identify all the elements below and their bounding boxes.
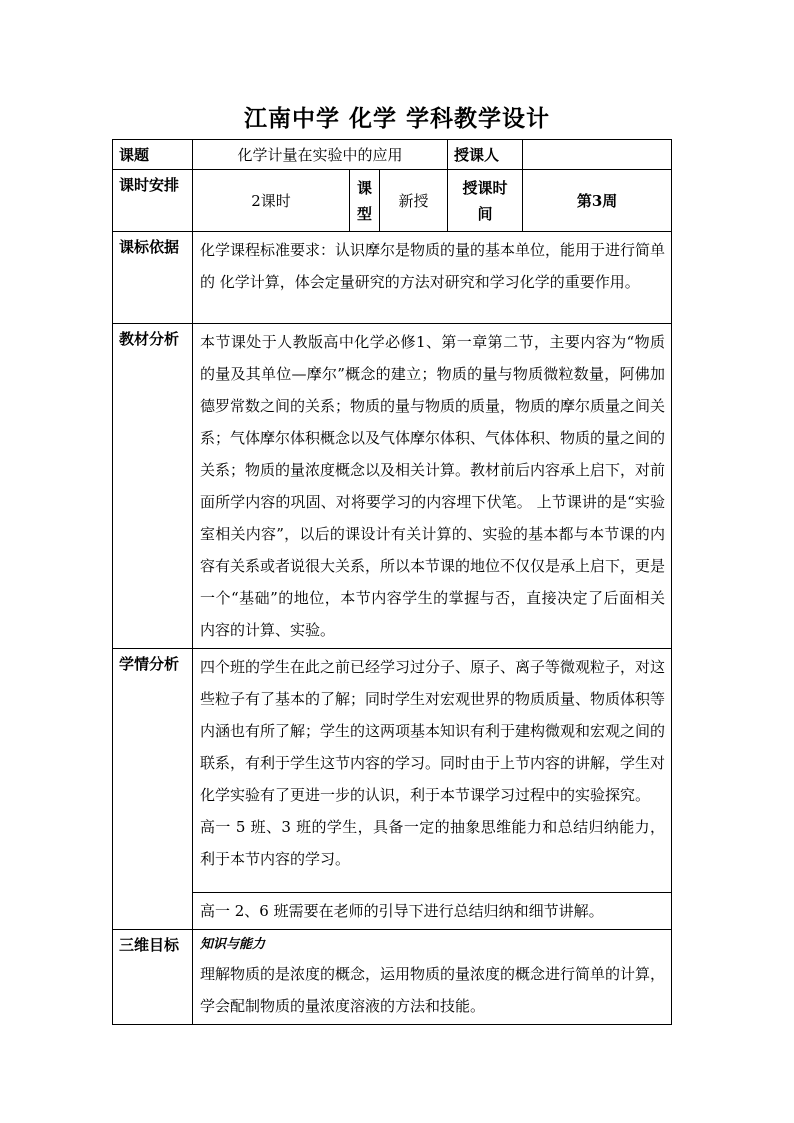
students-para-3: 高一 2、6 班需要在老师的引导下进行总结归纳和细节讲解。 bbox=[193, 893, 672, 930]
students-para-2: 高一 5 班、3 班的学生，具备一定的抽象思维能力和总结归纳能力，利于本节内容的学习。 bbox=[200, 818, 666, 868]
topic-value: 化学计量在实验中的应用 bbox=[193, 140, 448, 170]
label-type: 课 型 bbox=[350, 170, 380, 232]
hours-value: 2课时 bbox=[193, 170, 350, 232]
label-goals: 三维目标 bbox=[113, 930, 193, 1025]
type-value: 新授 bbox=[380, 170, 448, 232]
label-time: 授课时 间 bbox=[448, 170, 523, 232]
label-students: 学情分析 bbox=[113, 649, 193, 930]
teacher-value bbox=[523, 140, 672, 170]
row-topic bbox=[113, 140, 672, 170]
goals-text: 理解物质的是浓度的概念，运用物质的量浓度的概念进行简单的计算，学会配制物质的量浓度溶液的方法和技能。 bbox=[200, 965, 666, 1015]
page-title: 江南中学 化学 学科教学设计 bbox=[243, 106, 550, 132]
row-textbook bbox=[113, 324, 672, 649]
label-topic: 课题 bbox=[113, 140, 193, 170]
label-standard: 课标依据 bbox=[113, 232, 193, 324]
goals-cell bbox=[193, 930, 672, 1025]
row-standard bbox=[113, 232, 672, 324]
students-text bbox=[193, 649, 672, 893]
label-teacher: 授课人 bbox=[448, 140, 523, 170]
row-students-extra bbox=[113, 893, 672, 930]
standard-text: 化学课程标准要求：认识摩尔是物质的量的基本单位，能用于进行简单的 化学计算，体会定量研究的方法对研究和学习化学的重要作用。 bbox=[193, 232, 672, 324]
row-schedule bbox=[113, 170, 672, 232]
goals-sub-label: 知识与能力 bbox=[200, 937, 266, 952]
label-textbook: 教材分析 bbox=[113, 324, 193, 649]
students-para-1: 四个班的学生在此之前已经学习过分子、原子、离子等微观粒子，对这些粒子有了基本的了解；同时学生对宏观世界的物质质量、物质体积等内涵也有所了解；学生的这两项基本知识有利于建构微观和宏观之间的联系，有利于学生这节内容的学习。同时由于上节内容的讲解，学生对化学实验有了更进一步的认识，利于本节课学习过程中的实验探究。 bbox=[200, 658, 666, 804]
row-goals bbox=[113, 930, 672, 1025]
row-students bbox=[113, 649, 672, 893]
lesson-plan-table bbox=[112, 139, 672, 1025]
textbook-text: 本节课处于人教版高中化学必修1、第一章第二节，主要内容为“物质的量及其单位—摩尔”概念的建立；物质的量与物质微粒数量，阿佛加德罗常数之间的关系；物质的量与物质的质量，物质的摩尔质量之间关系；气体摩尔体积概念以及气体摩尔体积、气体体积、物质的量之间的关系；物质的量浓度概念以及相关计算。教材前后内容承上启下，对前面所学内容的巩固、对将要学习的内容埋下伏笔。 上节课讲的是“实验室相关内容”，以后的课设计有关计算的、实验的基本都与本节课的内容有关系或者说很大关系，所以本节课的地位不仅仅是承上启下，更是一个“基础”的地位，本节内容学生的掌握与否，直接决定了后面相关内容的计算、实验。 bbox=[193, 324, 672, 649]
time-value: 第3周 bbox=[523, 170, 672, 232]
label-schedule: 课时安排 bbox=[113, 170, 193, 232]
